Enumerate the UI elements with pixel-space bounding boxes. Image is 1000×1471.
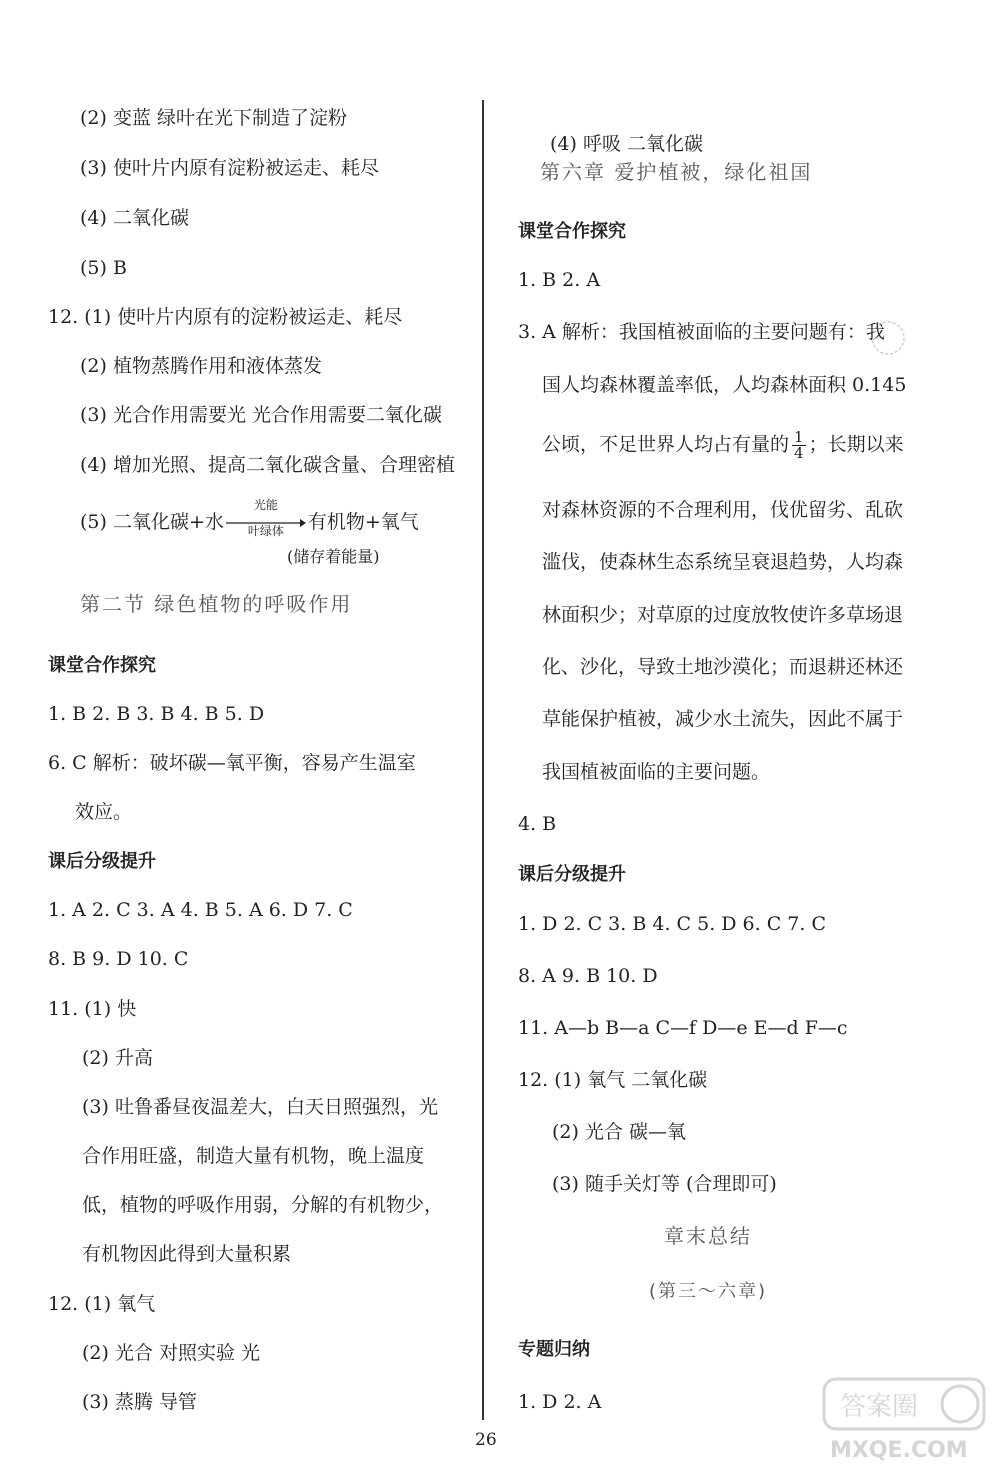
answer-line: 1. B 2. B 3. B 4. B 5. D xyxy=(48,703,265,725)
answer-line: 林面积少；对草原的过度放牧使许多草场退 xyxy=(542,604,904,626)
fraction-line xyxy=(542,430,904,461)
answer-line: 滥伐，使森林生态系统呈衰退趋势，人均森 xyxy=(542,551,904,573)
fraction-suffix: ；长期以来 xyxy=(808,433,904,456)
equation-prefix: (5) 二氧化碳+水 xyxy=(80,511,224,533)
answer-line: 有机物因此得到大量积累 xyxy=(82,1243,292,1265)
fraction xyxy=(792,430,806,461)
chapter-title: 第六章 爱护植被，绿化祖国 xyxy=(540,160,813,184)
fraction-numerator: 1 xyxy=(794,428,804,446)
answer-line: 3. A 解析：我国植被面临的主要问题有：我 xyxy=(518,321,885,343)
answer-line: (2) 光合 碳—氧 xyxy=(552,1121,686,1143)
answer-line: (4) 增加光照、提高二氧化碳含量、合理密植 xyxy=(80,454,455,476)
answer-line: (4) 呼吸 二氧化碳 xyxy=(550,133,703,155)
answer-line: 我国植被面临的主要问题。 xyxy=(542,761,771,783)
heading: 课后分级提升 xyxy=(518,864,626,885)
watermark-site-text: MXQE.COM xyxy=(830,1438,968,1463)
answer-line: 低，植物的呼吸作用弱，分解的有机物少， xyxy=(82,1194,444,1216)
answer-line: 合作用旺盛，制造大量有机物，晚上温度 xyxy=(82,1145,425,1167)
answer-line: 12. (1) 氧气 xyxy=(48,1293,156,1315)
answer-line: 8. B 9. D 10. C xyxy=(48,948,189,970)
answer-line: 1. B 2. A xyxy=(518,269,601,291)
arrow-label-below: 叶绿体 xyxy=(247,524,284,538)
heading: 专题归纳 xyxy=(518,1339,590,1360)
photosynthesis-equation xyxy=(80,498,419,538)
answer-line: 1. D 2. C 3. B 4. C 5. D 6. C 7. C xyxy=(518,913,826,935)
answer-line: (3) 吐鲁番昼夜温差大，白天日照强烈，光 xyxy=(82,1096,438,1118)
answer-line: 1. D 2. A xyxy=(518,1391,602,1413)
equation-note: (储存着能量) xyxy=(287,547,380,566)
arrow-label-above: 光能 xyxy=(253,498,278,512)
summary-subtitle: (第三～六章) xyxy=(649,1281,768,1302)
answer-line: 11. A—b B—a C—f D—e E—d F—c xyxy=(518,1017,848,1039)
stamp-icon xyxy=(868,318,908,358)
section-title: 第二节 绿色植物的呼吸作用 xyxy=(80,592,353,616)
column-divider xyxy=(482,100,484,1420)
answer-line: (3) 使叶片内原有淀粉被运走、耗尽 xyxy=(80,157,379,179)
answer-line: (2) 光合 对照实验 光 xyxy=(82,1342,261,1364)
page-number: 26 xyxy=(475,1430,497,1450)
answer-line: (2) 升高 xyxy=(82,1047,153,1069)
fraction-denominator: 4 xyxy=(794,444,804,462)
answer-line: 化、沙化，导致土地沙漠化；而退耕还林还 xyxy=(542,656,904,678)
answer-line: 6. C 解析：破坏碳—氧平衡，容易产生温室 xyxy=(48,752,416,774)
answer-line: (3) 随手关灯等 (合理即可) xyxy=(552,1173,777,1195)
fraction-prefix: 公顷，不足世界人均占有量的 xyxy=(542,433,790,456)
answer-line: (4) 二氧化碳 xyxy=(80,207,189,229)
answer-line: (3) 蒸腾 导管 xyxy=(82,1391,197,1413)
answer-line: 国人均森林覆盖率低，人均森林面积 0.145 xyxy=(542,374,907,396)
answer-line: 12. (1) 使叶片内原有的淀粉被运走、耗尽 xyxy=(48,306,403,328)
answer-line: 4. B xyxy=(518,813,557,835)
answer-line: (2) 植物蒸腾作用和液体蒸发 xyxy=(80,355,322,377)
answer-line: 11. (1) 快 xyxy=(48,998,137,1020)
answer-line: 1. A 2. C 3. A 4. B 5. A 6. D 7. C xyxy=(48,899,353,921)
answer-line: 对森林资源的不合理利用，伐优留劣、乱砍 xyxy=(542,499,904,521)
summary-title: 章末总结 xyxy=(664,1224,752,1248)
answer-line: 草能保护植被，减少水土流失，因此不属于 xyxy=(542,708,904,730)
answer-line: 8. A 9. B 10. D xyxy=(518,965,658,987)
watermark-logo-text: 答案圈 xyxy=(840,1392,919,1422)
answer-line: (3) 光合作用需要光 光合作用需要二氧化碳 xyxy=(80,404,442,426)
heading: 课后分级提升 xyxy=(48,851,156,872)
equation-suffix: 有机物+氧气 xyxy=(307,511,419,533)
answer-line: (2) 变蓝 绿叶在光下制造了淀粉 xyxy=(80,107,347,129)
heading: 课堂合作探究 xyxy=(518,221,626,242)
reaction-arrow xyxy=(226,498,306,538)
site-logo xyxy=(820,1375,990,1465)
watermark-logo-icon xyxy=(820,1375,990,1465)
answer-line: (5) B xyxy=(80,257,127,279)
heading: 课堂合作探究 xyxy=(48,655,156,676)
answer-line: 12. (1) 氧气 二氧化碳 xyxy=(518,1069,708,1091)
answer-line: 效应。 xyxy=(75,801,133,823)
